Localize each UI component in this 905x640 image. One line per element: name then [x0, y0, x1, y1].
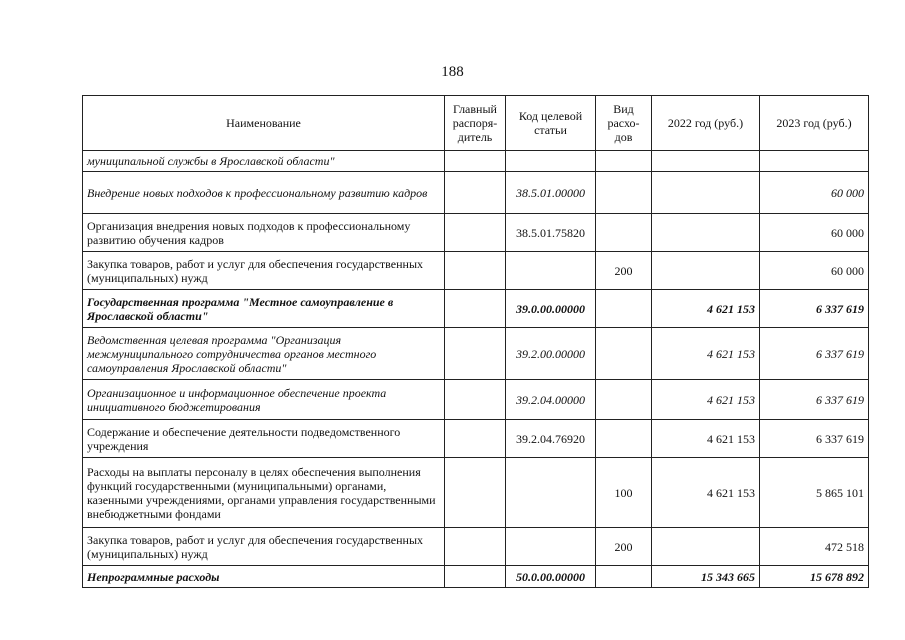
row-2023 [760, 151, 869, 172]
row-code: 39.2.00.00000 [506, 328, 596, 380]
table-row [83, 528, 869, 566]
row-kind [596, 151, 652, 172]
row-manager [445, 290, 506, 328]
row-manager [445, 566, 506, 588]
row-2023: 60 000 [760, 214, 869, 252]
row-2022 [652, 214, 760, 252]
table-row [83, 252, 869, 290]
row-code [506, 458, 596, 528]
table-row [83, 458, 869, 528]
table-row [83, 566, 869, 588]
row-name: Внедрение новых подходов к профессиональному развитию кадров [83, 172, 445, 214]
row-2022 [652, 252, 760, 290]
row-2023: 5 865 101 [760, 458, 869, 528]
row-code: 39.0.00.00000 [506, 290, 596, 328]
row-manager [445, 420, 506, 458]
row-kind [596, 380, 652, 420]
row-name: Закупка товаров, работ и услуг для обеспечения государственных (муниципальных) нужд [83, 528, 445, 566]
row-code: 39.2.04.00000 [506, 380, 596, 420]
row-2022: 4 621 153 [652, 420, 760, 458]
row-2022: 4 621 153 [652, 290, 760, 328]
row-name: Ведомственная целевая программа "Организация межмуниципального сотрудничества органов местного самоуправления Ярославской области" [83, 328, 445, 380]
header-2022: 2022 год (руб.) [652, 96, 760, 151]
table-row [83, 172, 869, 214]
row-manager [445, 214, 506, 252]
row-name: Непрограммные расходы [83, 566, 445, 588]
row-kind: 200 [596, 528, 652, 566]
row-name: Организация внедрения новых подходов к профессиональному развитию обучения кадров [83, 214, 445, 252]
row-kind [596, 566, 652, 588]
row-2022: 4 621 153 [652, 328, 760, 380]
row-kind [596, 328, 652, 380]
table-row [83, 151, 869, 172]
row-manager [445, 252, 506, 290]
row-2022: 15 343 665 [652, 566, 760, 588]
row-kind [596, 214, 652, 252]
row-manager [445, 528, 506, 566]
row-code: 50.0.00.00000 [506, 566, 596, 588]
row-name: Расходы на выплаты персоналу в целях обеспечения выполнения функций государственными (муниципальными) органами, казенными учреждениями, органами управления государственными внебюджетными фондами [83, 458, 445, 528]
row-name: Закупка товаров, работ и услуг для обеспечения государственных (муниципальных) нужд [83, 252, 445, 290]
row-name: муниципальной службы в Ярославской области" [83, 151, 445, 172]
table-row [83, 290, 869, 328]
table-row [83, 380, 869, 420]
row-2023: 60 000 [760, 252, 869, 290]
row-kind [596, 172, 652, 214]
row-2023: 472 518 [760, 528, 869, 566]
header-name: Наименование [83, 96, 445, 151]
row-manager [445, 380, 506, 420]
row-kind: 200 [596, 252, 652, 290]
header-code: Код целевой статьи [506, 96, 596, 151]
table-row [83, 214, 869, 252]
row-2023: 6 337 619 [760, 420, 869, 458]
row-2023: 60 000 [760, 172, 869, 214]
row-2022: 4 621 153 [652, 458, 760, 528]
row-name: Содержание и обеспечение деятельности подведомственного учреждения [83, 420, 445, 458]
row-code: 38.5.01.00000 [506, 172, 596, 214]
row-manager [445, 458, 506, 528]
row-2022 [652, 172, 760, 214]
row-2023: 6 337 619 [760, 380, 869, 420]
table-row [83, 328, 869, 380]
header-2023: 2023 год (руб.) [760, 96, 869, 151]
row-code [506, 151, 596, 172]
row-name: Государственная программа "Местное самоуправление в Ярославской области" [83, 290, 445, 328]
row-2023: 6 337 619 [760, 290, 869, 328]
row-kind [596, 420, 652, 458]
row-name: Организационное и информационное обеспечение проекта инициативного бюджетирования [83, 380, 445, 420]
row-2022: 4 621 153 [652, 380, 760, 420]
row-2022 [652, 151, 760, 172]
row-code [506, 528, 596, 566]
header-row [83, 96, 869, 151]
page-number: 188 [441, 64, 464, 80]
budget-table [82, 95, 869, 588]
row-kind: 100 [596, 458, 652, 528]
row-2023: 6 337 619 [760, 328, 869, 380]
table-row [83, 420, 869, 458]
header-kind: Вид расхо-дов [596, 96, 652, 151]
row-code: 39.2.04.76920 [506, 420, 596, 458]
row-2023: 15 678 892 [760, 566, 869, 588]
header-manager: Главный распоря-дитель [445, 96, 506, 151]
row-code [506, 252, 596, 290]
row-2022 [652, 528, 760, 566]
row-manager [445, 151, 506, 172]
row-code: 38.5.01.75820 [506, 214, 596, 252]
row-kind [596, 290, 652, 328]
row-manager [445, 328, 506, 380]
row-manager [445, 172, 506, 214]
